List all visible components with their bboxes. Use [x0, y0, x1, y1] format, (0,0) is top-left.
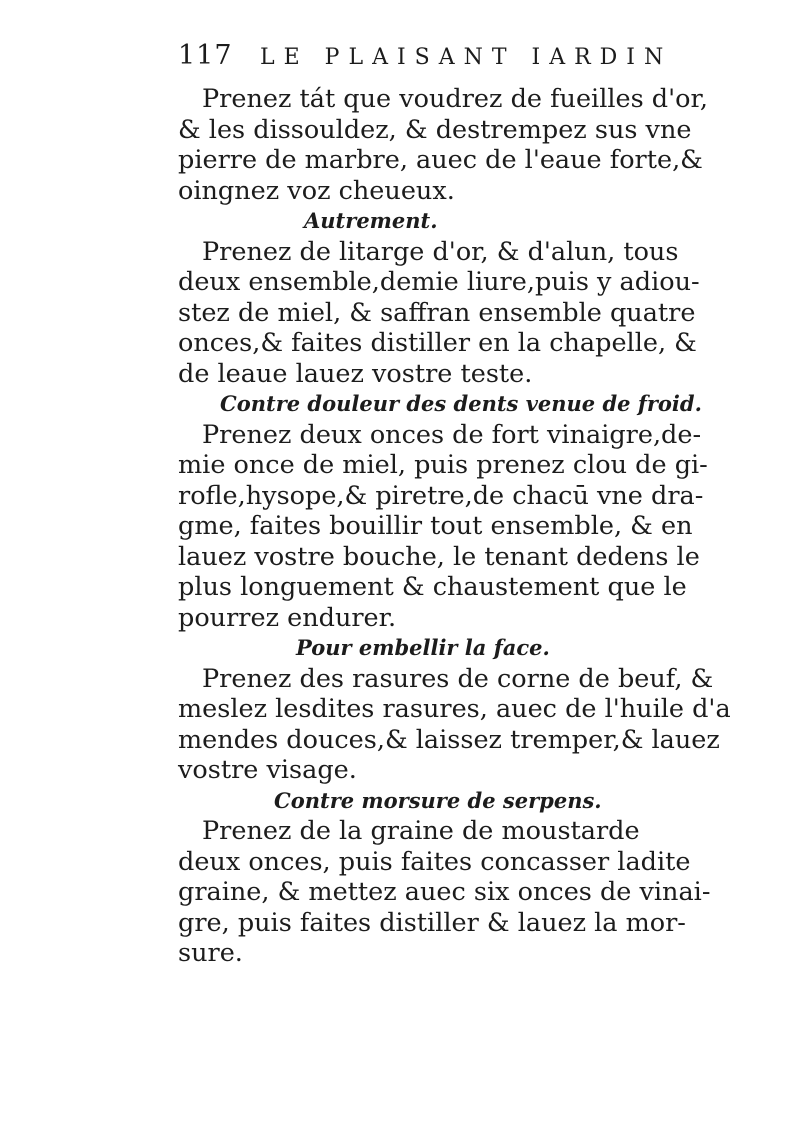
text-line: Prenez tát que voudrez de fueilles d'or,: [202, 84, 708, 114]
text-line: & les dissouldez, & destrempez sus vne: [178, 114, 692, 145]
text-line: graine, & mettez auec six onces de vinai-: [178, 877, 711, 907]
text-line: deux ensemble,demie liure,puis y adiou-: [178, 267, 700, 297]
text-line: lauez vostre bouche, le tenant dedens le: [178, 541, 700, 572]
text-line: plus longuement & chaustement que le: [178, 572, 687, 602]
text-line: oingnez voz cheueux.: [178, 175, 455, 206]
running-head: [178, 40, 708, 84]
text-line: meslez lesdites rasures, auec de l'huile d'a: [178, 694, 731, 724]
book-page: [178, 40, 731, 969]
text-line: onces,& faites distiller en la chapelle, &: [178, 328, 697, 358]
text-line: Prenez des rasures de corne de beuf, &: [202, 663, 714, 694]
section-heading: Contre douleur des dents venue de froid.: [220, 391, 702, 416]
text-line: stez de miel, & saffran ensemble quatre: [178, 297, 696, 328]
running-title: LE PLAISANT IARDIN: [260, 45, 673, 70]
text-line: pourrez endurer.: [178, 602, 397, 633]
text-line: sure.: [178, 938, 243, 968]
text-line: rofle,hysope,& piretre,de chacū vne dra-: [178, 480, 704, 511]
text-line: Prenez de litarge d'or, & d'alun, tous: [202, 236, 679, 267]
page-number: 117: [178, 40, 233, 71]
text-line: gre, puis faites distiller & lauez la mor-: [178, 907, 686, 938]
text-line: de leaue lauez vostre teste.: [178, 358, 533, 389]
text-line: vostre visage.: [178, 755, 357, 785]
recipe-section: [178, 389, 708, 633]
section-heading: Pour embellir la face.: [296, 635, 550, 660]
recipe-section: [178, 633, 731, 786]
text-line: Prenez deux onces de fort vinaigre,de-: [202, 419, 702, 450]
text-line: deux onces, puis faites concasser ladite: [178, 846, 691, 877]
recipe-section: [178, 84, 708, 206]
text-line: Prenez de la graine de moustarde: [202, 816, 640, 846]
section-heading: Autrement.: [304, 208, 438, 233]
text-line: pierre de marbre, auec de l'eaue forte,&: [178, 145, 703, 175]
text-line: mendes douces,& laissez tremper,& lauez: [178, 724, 720, 755]
section-heading: Contre morsure de serpens.: [274, 787, 602, 813]
text-line: gme, faites bouillir tout ensemble, & en: [178, 511, 693, 541]
recipe-section: [178, 786, 711, 969]
text-line: mie once de miel, puis prenez clou de gi-: [178, 450, 708, 480]
recipe-section: [178, 206, 708, 389]
